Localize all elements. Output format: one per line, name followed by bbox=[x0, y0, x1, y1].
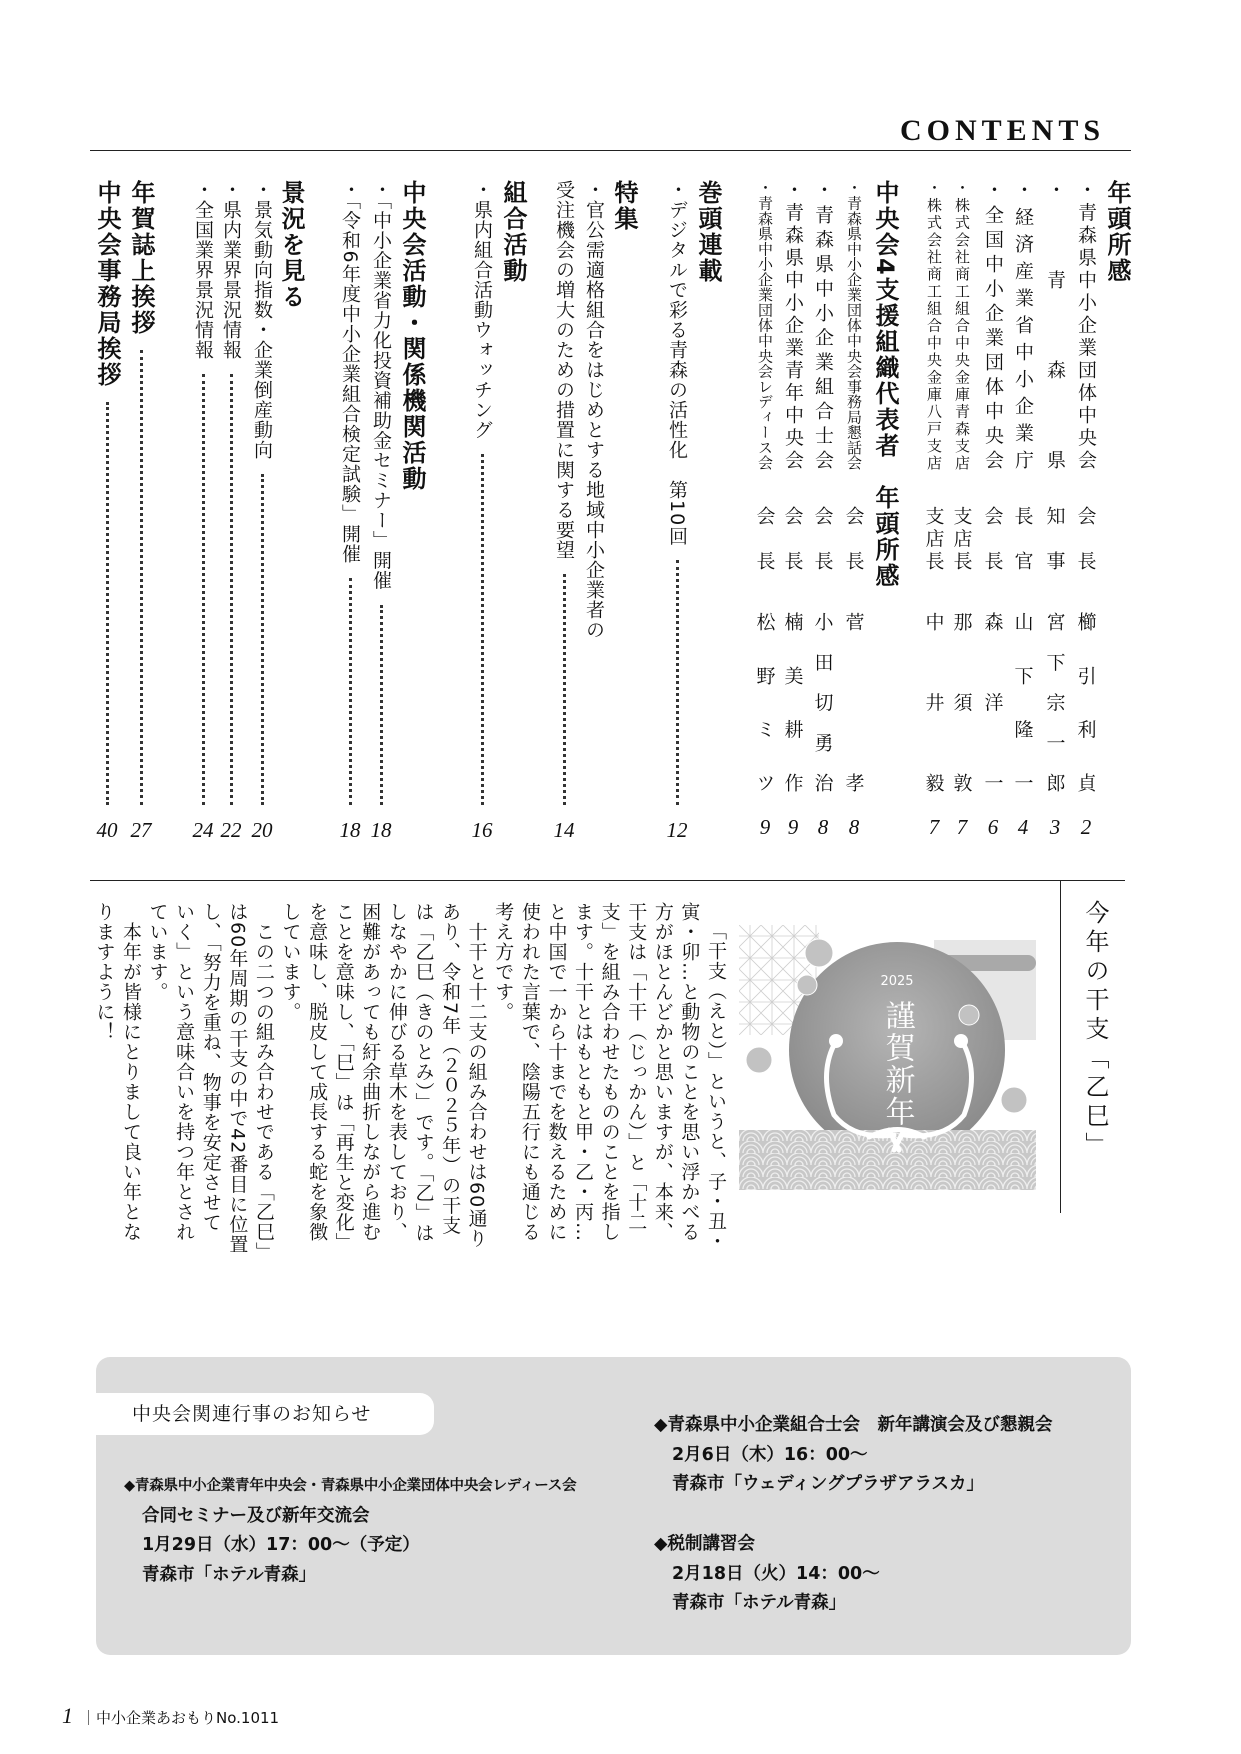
page-number: 18 bbox=[370, 818, 392, 842]
section-heading: 組合活動 bbox=[499, 180, 527, 284]
entry-title: ・ 青森県 bbox=[1041, 180, 1069, 470]
contents-section bbox=[92, 180, 122, 845]
contents-section bbox=[693, 180, 723, 845]
entry-role: 会長 bbox=[981, 506, 1004, 570]
dot-leader bbox=[261, 474, 264, 805]
entry-author: 小田切勇治 bbox=[811, 612, 834, 792]
essay-line: しています。 bbox=[279, 902, 302, 1022]
publication-name: ｜中小企業あおもりNo.1011 bbox=[81, 1709, 280, 1727]
essay-line: しなやかに伸びる草木を表しており、 bbox=[385, 902, 408, 1242]
contents-entry bbox=[335, 180, 365, 845]
page-number: 7 bbox=[956, 815, 968, 839]
section-divider bbox=[90, 880, 1125, 881]
entry-author: 松野ミツ bbox=[753, 612, 776, 792]
essay-line: と中国で一から十までを数えるために bbox=[545, 902, 568, 1242]
dot-leader bbox=[349, 578, 352, 805]
illustration-year: 2025 bbox=[880, 974, 914, 989]
page-number: 27 bbox=[130, 818, 152, 842]
event-date: 2月6日（木）16：00～ bbox=[672, 1444, 868, 1465]
entry-role: 会長 bbox=[811, 506, 834, 570]
essay-line: 本年が皆様にとりまして良い年とな bbox=[119, 902, 142, 1242]
contents-entry bbox=[1040, 180, 1070, 845]
event-venue: 青森市「ホテル青森」 bbox=[142, 1564, 317, 1585]
section-heading: 景況を見る bbox=[277, 180, 305, 310]
contents-section bbox=[126, 180, 156, 845]
contents-entry bbox=[1008, 180, 1038, 845]
dot-leader bbox=[106, 402, 109, 805]
eto-heading: 今年の干支「乙巳」 bbox=[1081, 900, 1109, 1161]
page-number: 9 bbox=[759, 815, 771, 839]
contents-section bbox=[609, 180, 639, 845]
page-number: 6 bbox=[987, 815, 999, 839]
page-number: 4 bbox=[1017, 815, 1029, 839]
dot-leader bbox=[380, 605, 383, 806]
entry-role: 支店長 bbox=[922, 506, 945, 570]
event-item bbox=[654, 1530, 880, 1619]
contents-entry bbox=[662, 180, 692, 845]
contents-entry bbox=[947, 180, 977, 845]
entry-author: 宮下宗一郎 bbox=[1043, 612, 1066, 792]
entry-title: ・ 県内業界景況情報 bbox=[217, 180, 245, 360]
contents-section bbox=[870, 180, 900, 845]
entry-author: 櫛引利貞 bbox=[1074, 612, 1097, 792]
section-heading: 巻頭連載 bbox=[694, 180, 722, 284]
page-number: 3 bbox=[1049, 815, 1061, 839]
entry-role: 会長 bbox=[753, 506, 776, 570]
essay-line: ことを意味し、「巳」は「再生と変化」 bbox=[332, 902, 355, 1253]
entry-title: ・ 景気動向指数・企業倒産動向 bbox=[248, 180, 276, 460]
events-tab-label: 中央会関連行事のお知らせ bbox=[96, 1393, 434, 1435]
entry-title: ・ 青森県中小企業青年中央会 bbox=[779, 180, 807, 470]
event-title: ◆税制講習会 bbox=[654, 1534, 755, 1554]
essay-line: 使われた言葉で、陰陽五行にも通じる bbox=[518, 902, 541, 1242]
page-number: 18 bbox=[339, 818, 361, 842]
page-number: 12 bbox=[666, 818, 688, 842]
contents-section bbox=[276, 180, 306, 845]
page-footer bbox=[62, 1703, 279, 1729]
essay-line: 「干支（えと）」というと、子・丑・ bbox=[705, 921, 727, 1252]
contents-entry bbox=[1071, 180, 1101, 845]
wave-pattern bbox=[739, 1130, 1036, 1190]
event-title: ◆青森県中小企業組合士会 新年講演会及び懇親会 bbox=[654, 1415, 1053, 1435]
event-date: 2月18日（火）14：00～ bbox=[672, 1563, 880, 1584]
essay-line: 困難があっても紆余曲折しながら進む bbox=[359, 902, 382, 1242]
contents-entry bbox=[750, 180, 780, 845]
essay-line: 十干と十二支の組み合わせは60通り bbox=[465, 902, 488, 1249]
dot-leader bbox=[230, 374, 233, 805]
contents-entry bbox=[978, 180, 1008, 845]
page-number: 7 bbox=[928, 815, 940, 839]
entry-role: 会長 bbox=[1074, 506, 1097, 570]
entry-title: ・ 株式会社商工組合中央金庫八戸支店 bbox=[920, 180, 948, 470]
entry-title: ・ 青森県中小企業組合士会 bbox=[809, 180, 837, 470]
essay-line: ています。 bbox=[146, 902, 169, 1002]
heading-divider bbox=[1060, 880, 1061, 1213]
contents-entry bbox=[778, 180, 808, 845]
page-number: 9 bbox=[787, 815, 799, 839]
entry-author: 楠美耕作 bbox=[781, 612, 804, 792]
contents-section bbox=[1102, 180, 1132, 845]
essay-line: ます。十干とはもともと甲・乙・丙… bbox=[572, 902, 595, 1242]
entry-title: ・ 県内組合活動ウォッチング bbox=[468, 180, 496, 440]
contents-entry bbox=[467, 180, 497, 845]
contents-title: CONTENTS bbox=[900, 114, 1106, 147]
section-heading: 年頭所感 bbox=[1103, 180, 1131, 284]
contents-entry bbox=[919, 180, 949, 845]
essay-line: りますように！ bbox=[93, 902, 116, 1042]
entry-author: 那須敦 bbox=[950, 612, 973, 792]
contents-entry bbox=[216, 180, 246, 845]
essay-line: は「乙巳（きのとみ）」です。「乙」は bbox=[412, 902, 435, 1243]
contents-entry bbox=[579, 180, 609, 845]
entry-title: ・ 青森県中小企業団体中央会事務局懇話会 bbox=[840, 180, 868, 470]
essay-line: この二つの組み合わせである「乙巳」 bbox=[252, 902, 275, 1262]
event-name: 合同セミナー及び新年交流会 bbox=[142, 1505, 370, 1526]
section-heading: 年賀誌上挨拶 bbox=[127, 180, 155, 336]
essay-line: いく」という意味合いを持つ年とされ bbox=[173, 902, 196, 1242]
entry-title: ・ デジタルで彩る青森の活性化 第10回 bbox=[663, 180, 691, 546]
entry-author: 菅孝 bbox=[842, 612, 865, 792]
eto-essay bbox=[93, 902, 729, 1262]
page-number: 22 bbox=[220, 818, 242, 842]
entry-title: 受注機会の増大のための措置に関する要望 bbox=[553, 180, 575, 560]
section-heading: 中央会事務局挨拶 bbox=[93, 180, 121, 388]
dot-leader bbox=[481, 454, 484, 805]
contents-entry bbox=[247, 180, 277, 845]
section-heading: 中央会4支援組織代表者 年頭所感 bbox=[871, 180, 899, 589]
entry-role: 長官 bbox=[1011, 506, 1034, 570]
entry-author: 中井毅 bbox=[922, 612, 945, 792]
entry-title: ・ 青森県中小企業団体中央会 bbox=[1072, 180, 1100, 470]
entry-author: 森洋一 bbox=[981, 612, 1004, 792]
event-item bbox=[654, 1411, 1052, 1500]
entry-title: ・ 「中小企業省力化投資補助金セミナー」開催 bbox=[367, 180, 395, 591]
essay-line: 考え方です。 bbox=[492, 902, 515, 1022]
essay-line: は60年周期の干支の中で42番目に位置 bbox=[226, 902, 249, 1255]
event-venue: 青森市「ホテル青森」 bbox=[672, 1593, 847, 1613]
essay-line: を意味し、脱皮して成長する蛇を象徴 bbox=[306, 902, 329, 1242]
contents-entry bbox=[188, 180, 218, 845]
events-notice-box bbox=[96, 1357, 1131, 1655]
section-heading: 特集 bbox=[610, 180, 638, 232]
event-date: 1月29日（水）17：00～（予定） bbox=[142, 1535, 420, 1555]
dot-leader bbox=[140, 350, 143, 805]
page-number: 1 bbox=[62, 1703, 73, 1728]
dot-leader bbox=[676, 560, 679, 805]
page-number: 8 bbox=[848, 815, 860, 839]
entry-role: 支店長 bbox=[950, 506, 973, 570]
page-number: 20 bbox=[251, 818, 273, 842]
entry-author: 山下隆一 bbox=[1011, 612, 1034, 792]
contents-section bbox=[397, 180, 427, 845]
page-number: 16 bbox=[471, 818, 493, 842]
event-item bbox=[124, 1472, 576, 1590]
entry-title: ・ 経済産業省中小企業庁 bbox=[1009, 180, 1037, 470]
page-number: 14 bbox=[553, 818, 575, 842]
contents-entry bbox=[839, 180, 869, 845]
essay-line: 寅・卯…と動物のことを思い浮かべる bbox=[678, 902, 701, 1242]
title-rule bbox=[90, 150, 1131, 151]
event-title: ◆青森県中小企業青年中央会・青森県中小企業団体中央会レディース会 bbox=[124, 1478, 577, 1494]
entry-title: ・ 「令和6年度中小企業組合検定試験」開催 bbox=[336, 180, 364, 564]
contents-entry bbox=[808, 180, 838, 845]
essay-line: 干支は「十干（じっかん）」と「十二 bbox=[625, 902, 648, 1233]
section-heading: 中央会活動・関係機関活動 bbox=[398, 180, 426, 492]
essay-line: 方がほとんどかと思いますが、本来、 bbox=[651, 902, 674, 1242]
contents-section bbox=[498, 180, 528, 845]
contents-entry bbox=[549, 180, 579, 845]
dot-leader bbox=[202, 374, 205, 805]
essay-line: 支」を組み合わせたもののことを指し bbox=[598, 902, 621, 1242]
entry-title: ・ 全国中小企業団体中央会 bbox=[979, 180, 1007, 470]
page-number: 2 bbox=[1080, 815, 1092, 839]
entry-role: 会長 bbox=[781, 506, 804, 570]
new-year-illustration bbox=[739, 925, 1036, 1190]
entry-title: ・ 株式会社商工組合中央金庫青森支店 bbox=[948, 180, 976, 470]
entry-role: 会長 bbox=[842, 506, 865, 570]
entry-title: ・ 青森県中小企業団体中央会レディース会 bbox=[751, 180, 779, 470]
page-number: 24 bbox=[192, 818, 214, 842]
entry-title: ・ 全国業界景況情報 bbox=[189, 180, 217, 360]
page-number: 40 bbox=[96, 818, 118, 842]
dot-leader bbox=[563, 574, 566, 805]
essay-line: あり、令和7年（２０２５年）の干支 bbox=[439, 902, 462, 1236]
essay-line: し、「努力を重ね、物事を安定させて bbox=[199, 902, 222, 1233]
page-number: 8 bbox=[817, 815, 829, 839]
entry-title: ・ 官公需適格組合をはじめとする地域中小企業者の bbox=[580, 180, 608, 640]
entry-role: 知事 bbox=[1043, 506, 1066, 570]
illustration-greeting: 謹賀新年 bbox=[879, 1000, 915, 1128]
contents-entry bbox=[366, 180, 396, 845]
event-venue: 青森市「ウェディングプラザアラスカ」 bbox=[672, 1474, 985, 1494]
